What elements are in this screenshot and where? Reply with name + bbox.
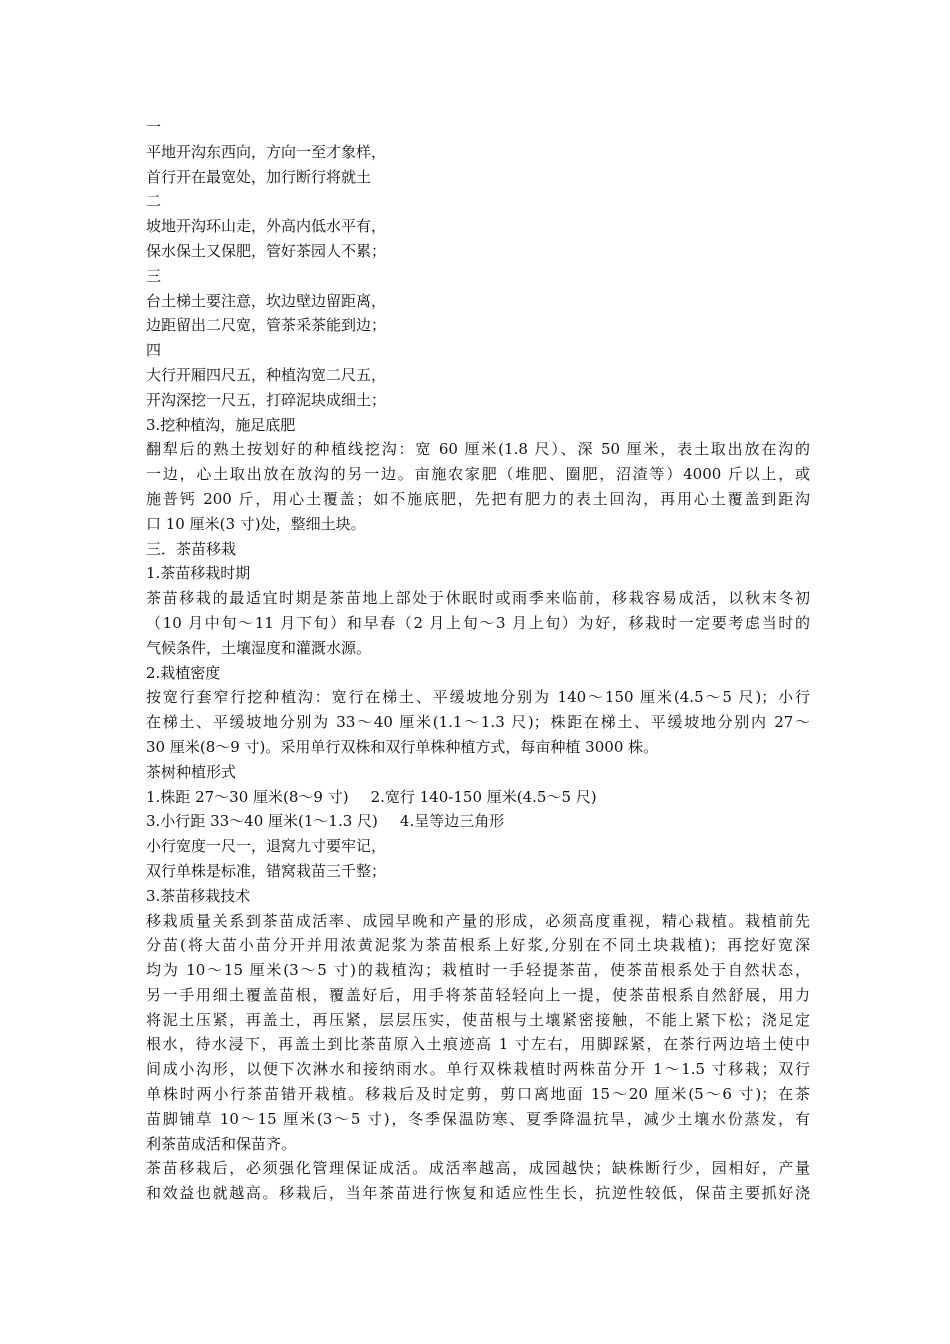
rhyme-line: 双行单株是标准，错窝栽苗三千整； xyxy=(146,861,387,880)
paragraph-line: 茶苗移栽后，必须强化管理保证成活。成活率越高，成园越快；缺株断行少，园相好，产量 xyxy=(146,1159,810,1178)
paragraph-line: （10 月中旬～11 月下旬）和早春（2 月上旬～3 月上旬）为好，移栽时一定要考虑当时的 xyxy=(146,613,810,632)
forms-heading: 茶树种植形式 xyxy=(146,762,237,781)
verse-line: 边距留出二尺宽，管茶采茶能到边； xyxy=(146,316,387,335)
verse-line: 坡地开沟环山走，外高内低水平有， xyxy=(146,217,387,236)
section-heading: 3.茶苗移栽技术 xyxy=(146,886,251,905)
section-heading: 1.茶苗移栽时期 xyxy=(146,564,251,583)
form-item: 1.株距 27～30 厘米(8～9 寸) xyxy=(146,787,349,806)
document-body xyxy=(146,115,810,1206)
section-heading: 3.挖种植沟，施足底肥 xyxy=(146,415,296,434)
verse-line: 开沟深挖一尺五，打碎泥块成细土； xyxy=(146,390,387,409)
paragraph-line: 30 厘米(8～9 寸)。采用单行双株和双行单株种植方式，每亩种植 3000 株。 xyxy=(146,737,659,756)
form-item: 3.小行距 33～40 厘米(1～1.3 尺) xyxy=(146,812,378,831)
forms-row xyxy=(146,785,810,810)
paragraph-line: 口 10 厘米(3 寸)处，整细土块。 xyxy=(146,514,366,533)
paragraph-line: 按宽行套窄行挖种植沟：宽行在梯土、平缓坡地分别为 140～150 厘米(4.5～5 尺)；小行 xyxy=(146,688,810,707)
verse-line: 首行开在最宽处，加行断行将就土 xyxy=(146,167,372,186)
paragraph-line: 分苗(将大苗小苗分开并用浓黄泥浆为茶苗根系上好浆,分别在不同土块栽植)；再挖好宽深 xyxy=(146,936,810,955)
verse-number: 一 xyxy=(146,118,162,136)
verse-line: 台土梯土要注意，坎边壁边留距离， xyxy=(146,291,387,310)
verse-number: 四 xyxy=(146,341,162,360)
paragraph-line: 另一手用细土覆盖苗根，覆盖好后，用手将茶苗轻轻向上一提，使茶苗根系自然舒展，用力 xyxy=(146,985,810,1004)
paragraph-line: 将泥土压紧，再盖土，再压紧，层层压实，使苗根与土壤紧密接触，不能上紧下松；浇足定 xyxy=(146,1010,810,1029)
paragraph-line: 茶苗移栽的最适宜时期是茶苗地上部处于休眠时或雨季来临前，移栽容易成活，以秋末冬初 xyxy=(146,589,810,608)
form-item: 2.宽行 140-150 厘米(4.5～5 尺) xyxy=(370,787,597,806)
paragraph-line: 施普钙 200 斤，用心土覆盖；如不施底肥，先把有肥力的表土回沟，再用心土覆盖到距沟 xyxy=(146,489,810,508)
paragraph-line: 移栽质量关系到茶苗成活率、成园早晚和产量的形成，必须高度重视，精心栽植。栽植前先 xyxy=(146,911,810,930)
form-item: 4.呈等边三角形 xyxy=(399,812,505,831)
verse-number: 二 xyxy=(146,192,162,211)
paragraph-line: 苗脚铺草 10～15 厘米(3～5 寸)，冬季保温防寒、夏季降温抗旱，减少土壤水份蒸发，有 xyxy=(146,1109,810,1128)
paragraph-line: 根水，待水浸下，再盖土到比茶苗原入土痕迹高 1 寸左右，用脚踩紧，在茶行两边培土使中 xyxy=(146,1035,810,1054)
rhyme-line: 小行宽度一尺一，退窝九寸要牢记， xyxy=(146,837,387,856)
section-heading: 2.栽植密度 xyxy=(146,663,221,682)
verse-number: 三 xyxy=(146,266,162,285)
paragraph-line: 间成小沟形，以便下次淋水和接纳雨水。单行双株栽植时两株苗分开 1～1.5 寸移栽；双行 xyxy=(146,1060,810,1079)
verse-line: 大行开厢四尺五，种植沟宽二尺五， xyxy=(146,365,387,384)
paragraph-line: 气候条件，土壤湿度和灌溉水源。 xyxy=(146,638,372,657)
paragraph-line: 在梯土、平缓坡地分别为 33～40 厘米(1.1～1.3 尺)；株距在梯土、平缓坡地分别内 27～ xyxy=(146,713,810,732)
verse-line: 平地开沟东西向，方向一至才象样， xyxy=(146,142,387,161)
paragraph-line: 一边，心土取出放在放沟的另一边。亩施农家肥（堆肥、圈肥，沼渣等）4000 斤以上，或 xyxy=(146,465,810,484)
paragraph-line: 单株时两小行茶苗错开栽植。移栽后及时定剪，剪口离地面 15～20 厘米(5～6 寸)；在茶 xyxy=(146,1085,810,1104)
forms-row xyxy=(146,809,810,834)
paragraph-line: 均为 10～15 厘米(3～5 寸)的栽植沟；栽植时一手轻提茶苗，使茶苗根系处于自然状态， xyxy=(146,961,810,980)
verse-line: 保水保土又保肥，管好茶园人不累； xyxy=(146,241,387,260)
paragraph-line: 利茶苗成活和保苗齐。 xyxy=(146,1134,297,1153)
chapter-heading: 三．茶苗移栽 xyxy=(146,539,237,558)
paragraph-line: 翻犁后的熟土按划好的种植线挖沟：宽 60 厘米(1.8 尺）、深 50 厘米，表土取出放在沟的 xyxy=(146,440,810,459)
paragraph-line: 和效益也就越高。移栽后，当年茶苗进行恢复和适应性生长，抗逆性较低，保苗主要抓好浇 xyxy=(146,1184,810,1203)
